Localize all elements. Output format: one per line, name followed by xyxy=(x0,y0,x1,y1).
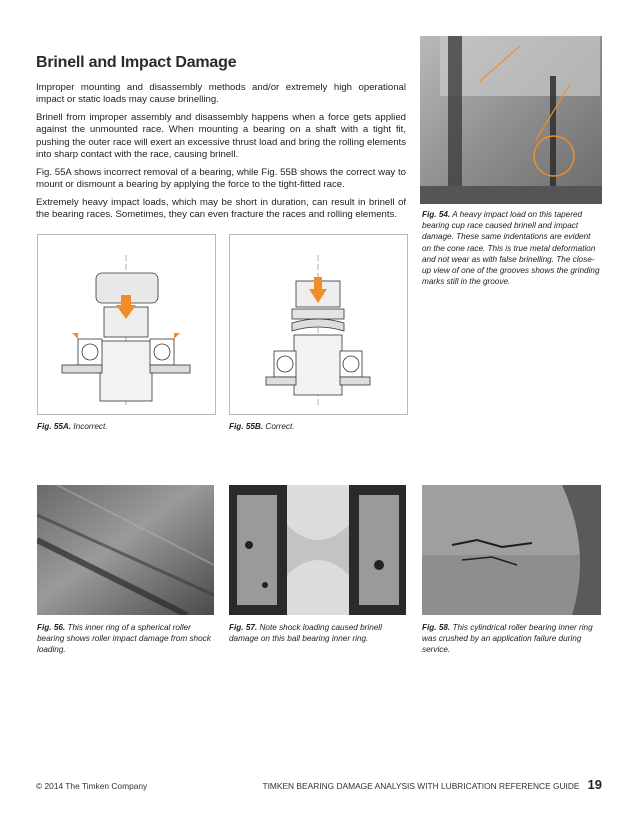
paragraph-1: Improper mounting and disassembly methods and/or extremely high operational impact or static loads may cause brinelling. xyxy=(36,82,406,106)
fig55a-caption xyxy=(37,421,215,432)
fig58-label: Fig. 58. xyxy=(422,623,451,632)
fig55b-caption xyxy=(229,421,407,432)
page-title: Brinell and Impact Damage xyxy=(36,54,237,71)
fig57-label: Fig. 57. xyxy=(229,623,258,632)
guide-title: TIMKEN BEARING DAMAGE ANALYSIS WITH LUBRICATION REFERENCE GUIDE xyxy=(262,781,580,791)
fig57-caption xyxy=(229,622,409,644)
paragraph-3: Fig. 55A shows incorrect removal of a bearing, while Fig. 55B shows the correct way to mount or dismount a bearing by applying the force to the tight-fitted race. xyxy=(36,166,406,191)
fig54-image xyxy=(420,36,602,204)
fig58-caption xyxy=(422,622,602,656)
copyright: © 2014 The Timken Company xyxy=(36,781,148,791)
fig54-caption xyxy=(422,209,600,287)
fig55a-diagram xyxy=(37,234,216,415)
fig56-image xyxy=(37,485,214,615)
fig55b-text: Correct. xyxy=(265,422,295,431)
fig56-label: Fig. 56. xyxy=(37,623,66,632)
fig54-photo xyxy=(420,36,602,204)
fig57-text: Note shock loading caused brinell damage on this ball bearing inner ring. xyxy=(229,623,382,644)
fig56-caption xyxy=(37,622,217,656)
fig55b-drawing xyxy=(230,235,407,414)
fig55a-text: Incorrect. xyxy=(73,422,108,431)
fig58-photo xyxy=(422,485,601,615)
paragraph-4: Extremely heavy impact loads, which may be short in duration, can result in brinell of the bearing races. Sometimes, they can even fracture the races and rolling elements. xyxy=(36,196,406,221)
fig57-image xyxy=(229,485,406,615)
fig57-photo xyxy=(229,485,406,615)
paragraph-2: Brinell from improper assembly and disassembly happens when a force gets applied against the unmounted race. When mounting a bearing on a shaft with a tight fit, pushing the outer race will exert an excessive thrust load and bring the rolling elements into sharp contact with the race, causing brinell. xyxy=(36,112,406,160)
fig55b-diagram xyxy=(229,234,408,415)
fig55a-label: Fig. 55A. xyxy=(37,422,72,431)
page-number: 19 xyxy=(587,777,602,792)
body-text xyxy=(36,82,406,227)
footer-right xyxy=(262,777,602,792)
fig58-text: This cylindrical roller bearing inner ring was crushed by an application failure during service. xyxy=(422,623,593,655)
fig54-label: Fig. 54. xyxy=(422,210,451,219)
fig56-photo xyxy=(37,485,214,615)
fig55a-drawing xyxy=(38,235,215,414)
fig55b-label: Fig. 55B. xyxy=(229,422,264,431)
fig58-image xyxy=(422,485,601,615)
fig56-text: This inner ring of a spherical roller bearing shows roller impact damage from shock loading. xyxy=(37,623,211,655)
fig54-text: A heavy impact load on this tapered bearing cup race caused brinell and impact damage. These same indentations are evident on the cone race. This is true metal deformation and not wear as with false brinelling. The close-up view of one of the grooves shows the grinding marks still in the groove. xyxy=(422,210,600,287)
